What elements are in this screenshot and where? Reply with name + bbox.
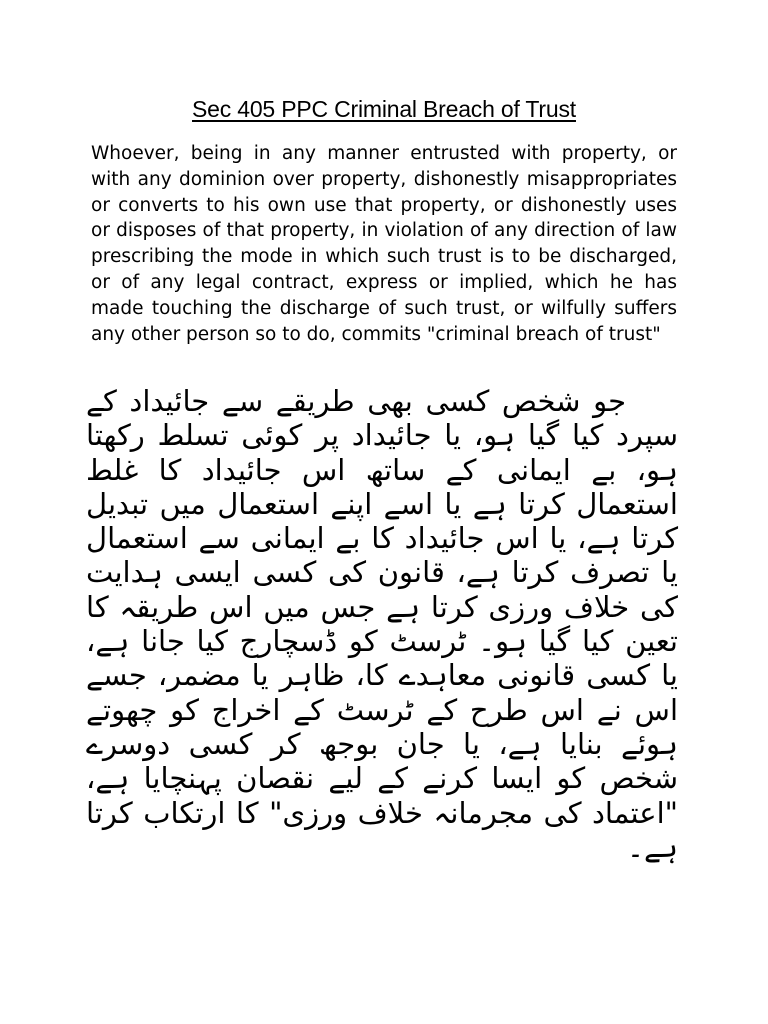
document-title: Sec 405 PPC Criminal Breach of Trust xyxy=(192,96,576,122)
urdu-paragraph: جو شخص کسی بھی طریقے سے جائیداد کے سپرد کیا گیا ہو، یا جائیداد پر کوئی تسلط رکھتا ہو، بے ایمانی کے ساتھ اس جائیداد کا غلط استعمال کرتا ہے یا اسے اپنے استعمال میں تبدیل کرتا ہے، یا اس جائیداد کا بے ایمانی سے استعمال یا تصرف کرتا ہے، قانون کی کسی ایسی ہدایت کی خلاف ورزی کرتا ہے جس میں اس طریقہ کا تعین کیا گیا ہو۔ ٹرسٹ کو ڈسچارج کیا جانا ہے، یا کسی قانونی معاہدے کا، ظاہر یا مضمر، جسے اس نے اس طرح کے ٹرسٹ کے اخراج کو چھوتے ہوئے بنایا ہے، یا جان بوجھ کر کسی دوسرے شخص کو ایسا کرنے کے لیے نقصان پہنچایا ہے، "اعتماد کی مجرمانہ خلاف ورزی" کا ارتکاب کرتا ہے۔ xyxy=(86,384,678,864)
english-paragraph: Whoever, being in any manner entrusted with property, or with any dominion over property, dishonestly misappropriates or converts to his own use that property, or dishonestly uses or disposes of that property, in violation of any direction of law prescribing the mode in which such trust is to be discharged, or of any legal contract, express or implied, which he has made touching the discharge of such trust, or wilfully suffers any other person so to do, commits "criminal breach of trust" xyxy=(91,143,677,345)
